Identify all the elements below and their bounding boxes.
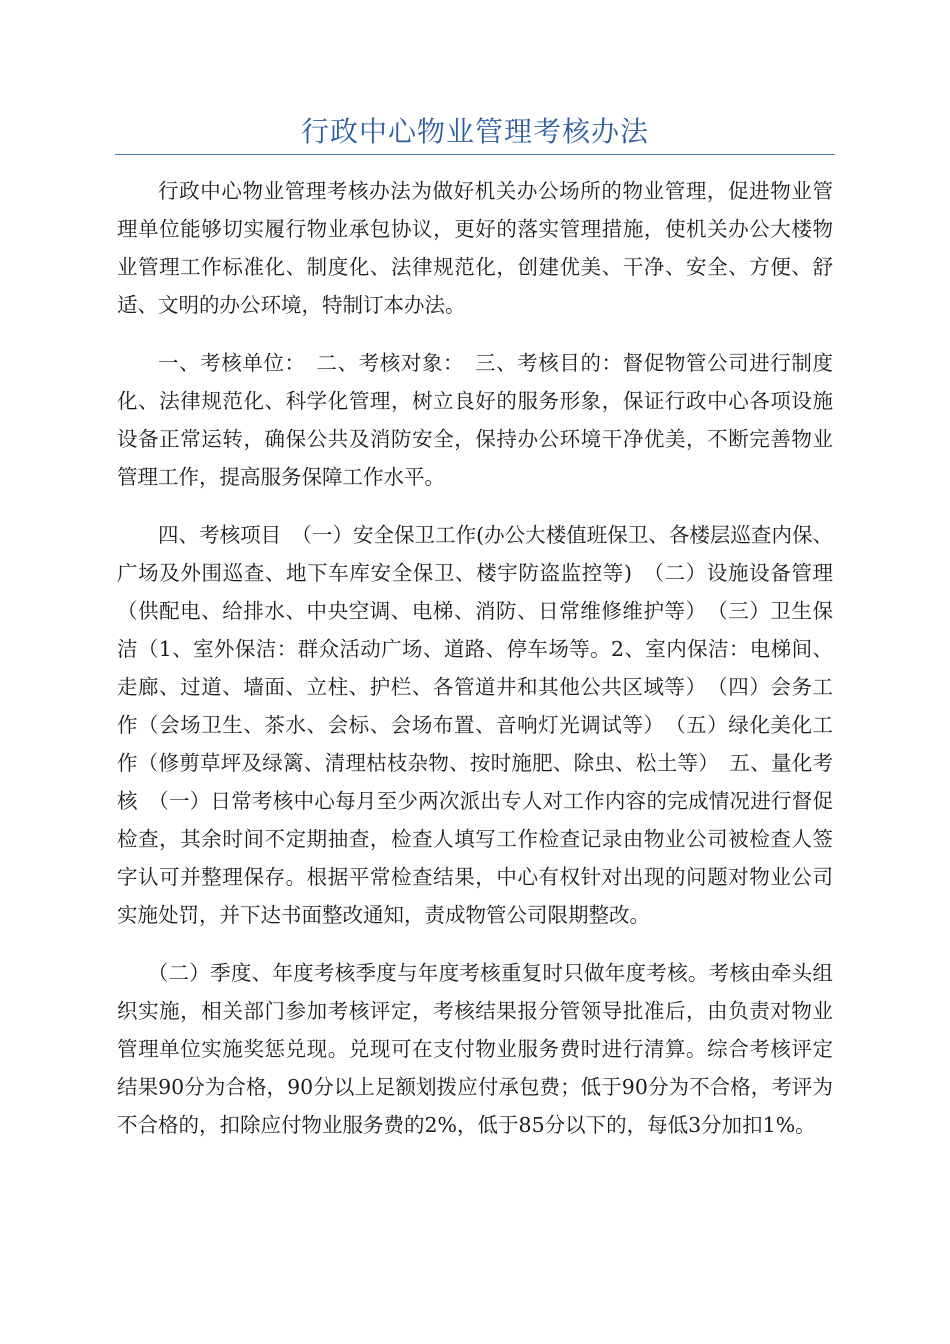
paragraph-intro: 行政中心物业管理考核办法为做好机关办公场所的物业管理，促进物业管理单位能够切实履行物业承包协议，更好的落实管理措施，使机关办公大楼物业管理工作标准化、制度化、法律规范化，创建优美、干净、安全、方便、舒适、文明的办公环境，特制订本办法。: [117, 179, 833, 317]
document-title: 行政中心物业管理考核办法: [300, 115, 649, 148]
document-body: [117, 172, 833, 1162]
paragraph-assessment-items: 四、考核项目 （一）安全保卫工作(办公大楼值班保卫、各楼层巡查内保、广场及外围巡查、地下车库安全保卫、楼宇防盗监控等) （二）设施设备管理（供配电、给排水、中央空调、电梯、消防、日常维修维护等） （三）卫生保洁（1、室外保洁：群众活动广场、道路、停车场等。2、室内保洁：电梯间、走廊、过道、墙面、立柱、护栏、各管道井和其他公共区域等） （四）会务工作（会场卫生、茶水、会标、会场布置、音响灯光调试等） （五）绿化美化工作（修剪草坪及绿篱、清理枯枝杂物、按时施肥、除虫、松土等） 五、量化考核 （一）日常考核中心每月至少两次派出专人对工作内容的完成情况进行督促检查，其余时间不定期抽查，检查人填写工作检查记录由物业公司被检查人签字认可并整理保存。根据平常检查结果，中心有权针对出现的问题对物业公司实施处罚，并下达书面整改通知，责成物管公司限期整改。: [117, 523, 833, 927]
paragraph-quarterly-annual: （二）季度、年度考核季度与年度考核重复时只做年度考核。考核由牵头组织实施，相关部门参加考核评定，考核结果报分管领导批准后，由负责对物业管理单位实施奖惩兑现。兑现可在支付物业服务费时进行清算。综合考核评定结果90分为合格，90分以上足额划拨应付承包费；低于90分为不合格，考评为不合格的，扣除应付物业服务费的2%，低于85分以下的，每低3分加扣1%。: [117, 961, 833, 1137]
title-underline-rule: [115, 154, 835, 155]
paragraph-unit-object-purpose: 一、考核单位： 二、考核对象： 三、考核目的：督促物管公司进行制度化、法律规范化、科学化管理，树立良好的服务形象，保证行政中心各项设施设备正常运转，确保公共及消防安全，保持办公环境干净优美，不断完善物业管理工作，提高服务保障工作水平。: [117, 351, 833, 489]
